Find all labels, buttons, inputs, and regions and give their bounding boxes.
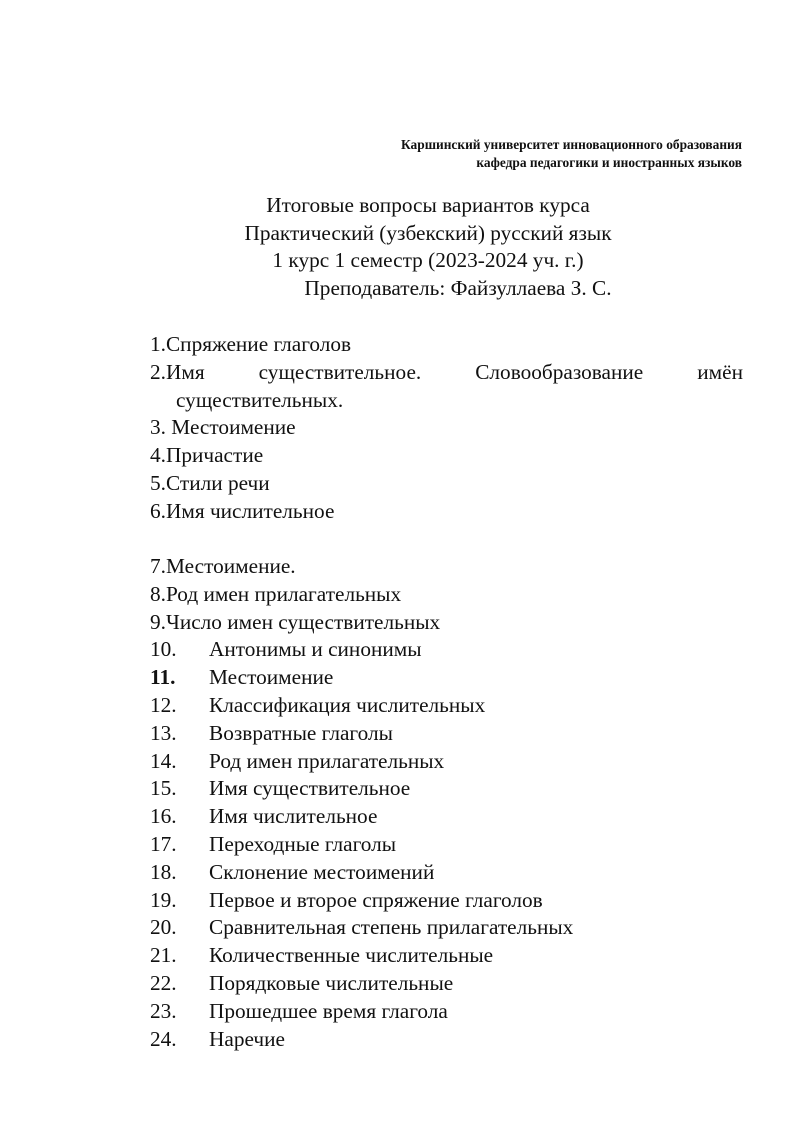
item-text: Имя существительное <box>209 776 411 801</box>
list-item <box>150 720 743 748</box>
department-name: кафедра педагогики и иностранных языков <box>476 155 742 170</box>
institution-header <box>401 136 742 172</box>
item-text: Порядковые числительные <box>209 970 454 995</box>
item-number: 22. <box>150 970 177 995</box>
list-item <box>150 831 743 859</box>
list-item <box>150 775 743 803</box>
question-list-1 <box>150 331 743 526</box>
list-item: 4.Причастие <box>150 443 264 468</box>
list-item-word: 2.Имя <box>150 359 205 384</box>
title-line-1: Итоговые вопросы вариантов курса <box>266 193 590 217</box>
item-text: Классификация числительных <box>209 692 486 717</box>
title-line-3: 1 курс 1 семестр (2023-2024 уч. г.) <box>272 248 584 272</box>
list-item-word: существительное. <box>258 359 422 384</box>
item-number: 15. <box>150 776 177 801</box>
item-text: Сравнительная степень прилагательных <box>209 915 574 940</box>
item-number: 14. <box>150 748 177 773</box>
list-item <box>150 692 743 720</box>
list-item <box>150 1026 743 1054</box>
question-list-2 <box>150 553 743 1053</box>
item-number: 19. <box>150 887 177 912</box>
list-item <box>150 748 743 776</box>
university-name: Каршинский университет инновационного образования <box>401 137 742 152</box>
list-item <box>150 803 743 831</box>
list-item-word: имён <box>697 359 743 384</box>
item-text: Переходные глаголы <box>209 831 397 856</box>
teacher-name: Преподаватель: Файзуллаева З. С. <box>304 275 612 300</box>
item-number: 13. <box>150 720 177 745</box>
list-item <box>150 914 743 942</box>
item-text: Имя числительное <box>209 804 378 829</box>
item-number: 11. <box>150 665 176 690</box>
list-item-word: Словообразование <box>475 359 644 384</box>
list-item: 7.Местоимение. <box>150 554 296 578</box>
item-number: 21. <box>150 943 177 968</box>
item-number: 16. <box>150 804 177 829</box>
list-item <box>150 636 743 664</box>
list-item-continuation: существительных. <box>176 387 344 412</box>
item-number: 12. <box>150 692 177 717</box>
item-number: 18. <box>150 859 177 884</box>
item-text: Первое и второе спряжение глаголов <box>209 887 543 912</box>
document-title <box>0 192 800 302</box>
item-text: Прошедшее время глагола <box>209 998 448 1023</box>
item-text: Склонение местоимений <box>209 859 435 884</box>
item-text: Местоимение <box>209 665 334 690</box>
list-item: 1.Спряжение глаголов <box>150 332 352 356</box>
item-text: Возвратные глаголы <box>209 720 393 745</box>
item-number: 10. <box>150 637 177 662</box>
list-item <box>150 887 743 915</box>
list-item <box>150 998 743 1026</box>
list-item <box>150 942 743 970</box>
list-item: 6.Имя числительное <box>150 498 335 523</box>
list-item <box>150 859 743 887</box>
list-item <box>150 664 743 692</box>
title-line-2: Практический (узбекский) русский язык <box>244 220 612 245</box>
item-number: 20. <box>150 915 177 940</box>
list-item: 8.Род имен прилагательных <box>150 581 402 606</box>
list-item <box>150 359 743 387</box>
item-number: 23. <box>150 998 177 1023</box>
item-number: 17. <box>150 831 177 856</box>
item-text: Антонимы и синонимы <box>209 637 422 662</box>
item-number: 24. <box>150 1026 177 1051</box>
list-item: 5.Стили речи <box>150 470 270 495</box>
item-text: Наречие <box>209 1026 285 1051</box>
list-item: 3. Местоимение <box>150 415 296 440</box>
item-text: Количественные числительные <box>209 943 494 968</box>
list-item <box>150 970 743 998</box>
list-item: 9.Число имен существительных <box>150 609 441 634</box>
item-text: Род имен прилагательных <box>209 748 445 773</box>
